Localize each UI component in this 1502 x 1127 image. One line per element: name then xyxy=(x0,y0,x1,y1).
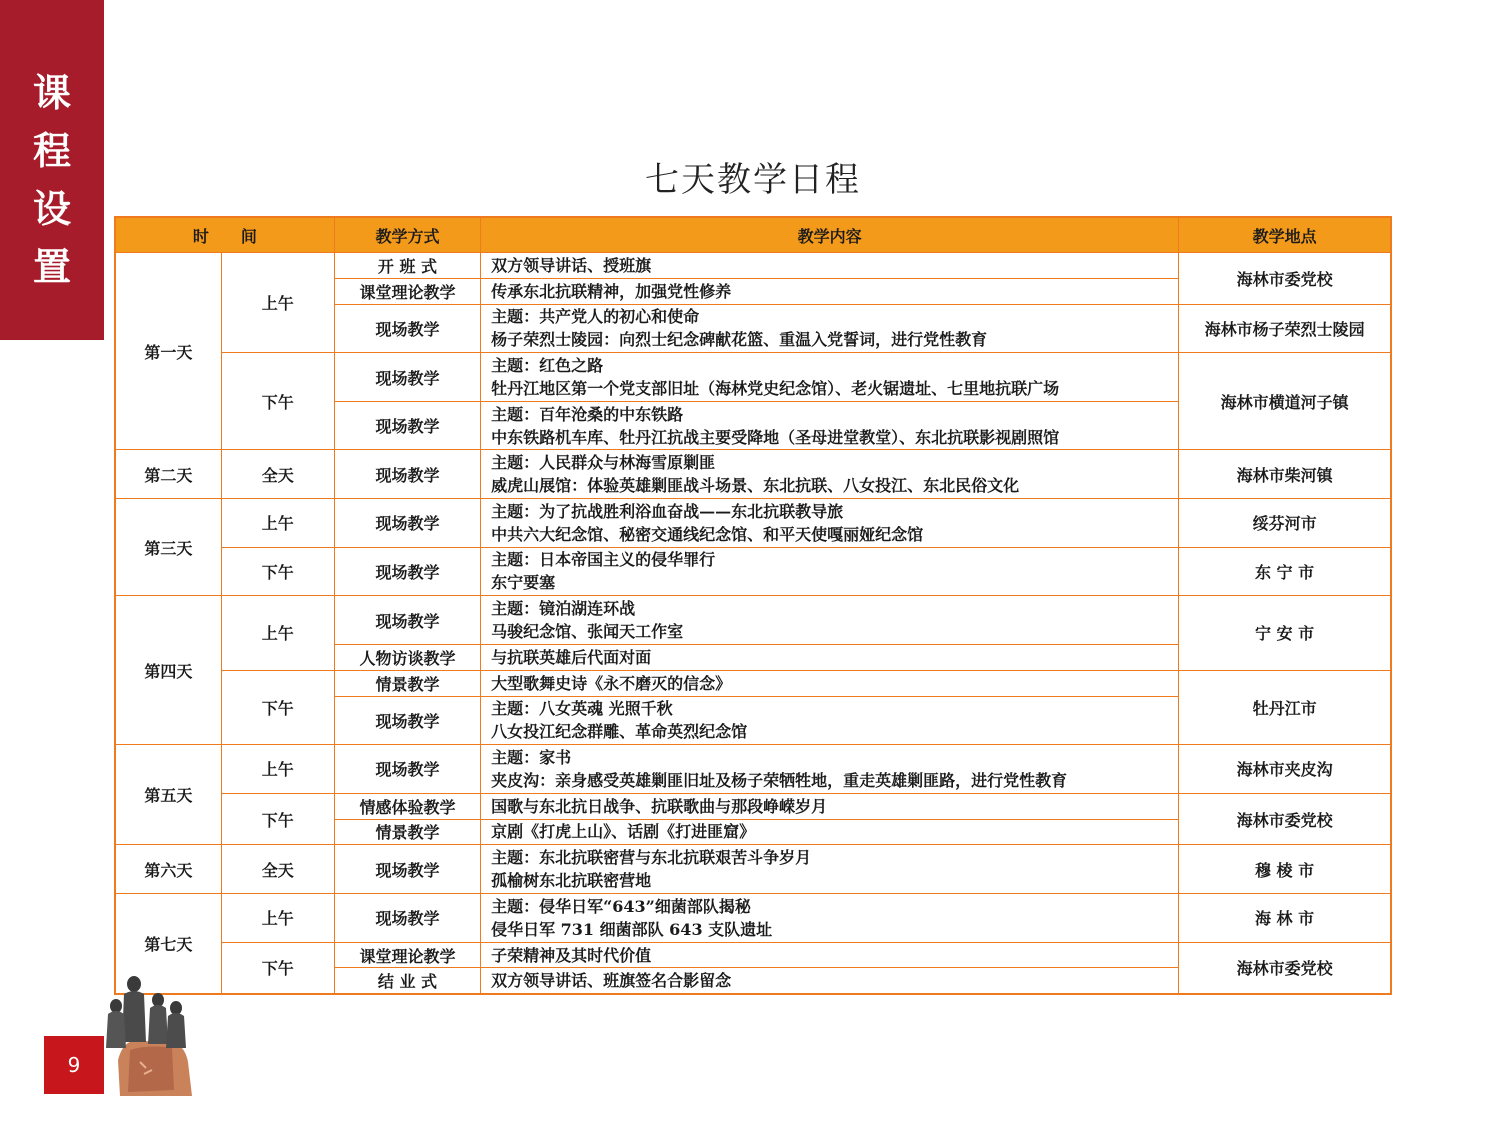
content-line: 中东铁路机车库、牡丹江抗战主要受降地（圣母进堂教堂）、东北抗联影视剧照馆 xyxy=(491,427,1060,447)
content-cell xyxy=(481,845,1179,894)
content-line: 子荣精神及其时代价值 xyxy=(491,945,652,965)
day-cell: 第三天 xyxy=(115,499,221,596)
method-cell: 现场教学 xyxy=(334,696,480,745)
method-cell: 现场教学 xyxy=(334,401,480,450)
content-cell xyxy=(481,401,1179,450)
content-cell xyxy=(481,745,1179,794)
banner-char-4: 置 xyxy=(32,245,71,289)
content-line: 主题：镜泊湖连环战 xyxy=(491,599,636,619)
header-location: 教学地点 xyxy=(1179,217,1391,253)
method-cell: 情景教学 xyxy=(334,670,480,696)
content-cell xyxy=(481,894,1179,943)
content-line: 中共六大纪念馆、秘密交通线纪念馆、和平天使嘎丽娅纪念馆 xyxy=(491,524,924,544)
page-number-badge: 9 xyxy=(44,1036,104,1094)
location-cell: 海林市委党校 xyxy=(1179,793,1391,845)
content-line: 国歌与东北抗日战争、抗联歌曲与那段峥嵘岁月 xyxy=(491,796,828,816)
method-cell: 课堂理论教学 xyxy=(334,942,480,968)
table-row xyxy=(115,596,1391,645)
content-line: 主题：为了抗战胜利浴血奋战——东北抗联教导旅 xyxy=(491,501,844,521)
day-cell: 第六天 xyxy=(115,845,221,894)
monument-statue-image xyxy=(100,950,200,1096)
location-cell: 海林市夹皮沟 xyxy=(1179,745,1391,794)
period-cell: 下午 xyxy=(221,793,334,845)
content-cell xyxy=(481,819,1179,845)
content-line: 双方领导讲话、班旗签名合影留念 xyxy=(491,971,732,991)
period-cell: 上午 xyxy=(221,894,334,943)
period-cell: 上午 xyxy=(221,745,334,794)
content-line: 大型歌舞史诗《永不磨灭的信念》 xyxy=(491,673,732,693)
banner-char-1: 课 xyxy=(32,71,71,115)
location-cell: 绥芬河市 xyxy=(1179,499,1391,548)
location-cell: 海林市委党校 xyxy=(1179,942,1391,994)
banner-char-2: 程 xyxy=(32,129,71,173)
method-cell: 现场教学 xyxy=(334,353,480,402)
content-line: 双方领导讲话、授班旗 xyxy=(491,255,652,275)
content-line: 夹皮沟：亲身感受英雄剿匪旧址及杨子荣牺牲地，重走英雄剿匪路，进行党性教育 xyxy=(491,770,1068,790)
table-row xyxy=(115,450,1391,499)
content-line: 马骏纪念馆、张闻天工作室 xyxy=(491,622,684,642)
content-line: 八女投江纪念群雕、革命英烈纪念馆 xyxy=(491,722,748,742)
table-row xyxy=(115,793,1391,819)
content-cell xyxy=(481,670,1179,696)
header-time: 时 间 xyxy=(115,217,334,253)
header-method: 教学方式 xyxy=(334,217,480,253)
period-cell: 下午 xyxy=(221,942,334,994)
method-cell: 课堂理论教学 xyxy=(334,278,480,304)
day-cell: 第二天 xyxy=(115,450,221,499)
method-cell: 现场教学 xyxy=(334,304,480,353)
location-cell: 穆 棱 市 xyxy=(1179,845,1391,894)
period-cell: 全天 xyxy=(221,845,334,894)
content-line: 主题：侵华日军“643”细菌部队揭秘 xyxy=(491,896,751,916)
content-line: 东宁要塞 xyxy=(491,573,556,593)
location-cell: 海林市横道河子镇 xyxy=(1179,353,1391,450)
table-row xyxy=(115,745,1391,794)
location-cell: 牡丹江市 xyxy=(1179,670,1391,744)
content-line: 传承东北抗联精神，加强党性修养 xyxy=(491,281,732,301)
method-cell: 现场教学 xyxy=(334,894,480,943)
method-cell: 人物访谈教学 xyxy=(334,644,480,670)
method-cell: 现场教学 xyxy=(334,547,480,596)
header-content: 教学内容 xyxy=(481,217,1179,253)
content-line: 主题：百年沧桑的中东铁路 xyxy=(491,404,684,424)
table-row xyxy=(115,499,1391,548)
content-line: 京剧《打虎上山》、话剧《打进匪窟》 xyxy=(491,822,756,842)
method-cell: 情感体验教学 xyxy=(334,793,480,819)
content-line: 牡丹江地区第一个党支部旧址（海林党史纪念馆）、老火锯遗址、七里地抗联广场 xyxy=(491,379,1060,399)
table-row xyxy=(115,670,1391,696)
content-line: 威虎山展馆：体验英雄剿匪战斗场景、东北抗联、八女投江、东北民俗文化 xyxy=(491,476,1020,496)
table-row xyxy=(115,942,1391,968)
location-cell: 海林市柴河镇 xyxy=(1179,450,1391,499)
content-line: 与抗联英雄后代面对面 xyxy=(491,647,652,667)
location-cell: 东 宁 市 xyxy=(1179,547,1391,596)
content-line: 主题：八女英魂 光照千秋 xyxy=(491,699,673,719)
content-cell xyxy=(481,450,1179,499)
content-cell xyxy=(481,942,1179,968)
location-cell: 宁 安 市 xyxy=(1179,596,1391,670)
content-cell xyxy=(481,499,1179,548)
day-cell: 第七天 xyxy=(115,894,221,995)
content-cell xyxy=(481,278,1179,304)
location-cell: 海林市杨子荣烈士陵园 xyxy=(1179,304,1391,353)
table-row xyxy=(115,353,1391,402)
period-cell: 上午 xyxy=(221,596,334,670)
content-line: 主题：家书 xyxy=(491,747,572,767)
method-cell: 开 班 式 xyxy=(334,253,480,279)
table-row xyxy=(115,547,1391,596)
content-line: 主题：红色之路 xyxy=(491,356,604,376)
content-cell xyxy=(481,353,1179,402)
table-row xyxy=(115,253,1391,279)
page-title: 七天教学日程 xyxy=(645,160,861,200)
content-line: 侵华日军 731 细菌部队 643 支队遗址 xyxy=(491,919,773,939)
content-cell xyxy=(481,253,1179,279)
schedule-table xyxy=(114,216,1392,995)
content-line: 主题：共产党人的初心和使命 xyxy=(491,307,700,327)
content-line: 主题：人民群众与林海雪原剿匪 xyxy=(491,453,716,473)
content-cell xyxy=(481,304,1179,353)
table-row xyxy=(115,845,1391,894)
method-cell: 现场教学 xyxy=(334,596,480,645)
period-cell: 下午 xyxy=(221,547,334,596)
period-cell: 全天 xyxy=(221,450,334,499)
method-cell: 现场教学 xyxy=(334,450,480,499)
banner-char-3: 设 xyxy=(32,187,71,231)
content-cell xyxy=(481,547,1179,596)
location-cell: 海 林 市 xyxy=(1179,894,1391,943)
period-cell: 上午 xyxy=(221,253,334,353)
content-cell xyxy=(481,968,1179,994)
content-cell xyxy=(481,644,1179,670)
content-cell xyxy=(481,596,1179,645)
method-cell: 现场教学 xyxy=(334,845,480,894)
method-cell: 现场教学 xyxy=(334,499,480,548)
section-banner xyxy=(0,0,104,340)
day-cell: 第四天 xyxy=(115,596,221,745)
day-cell: 第一天 xyxy=(115,253,221,450)
content-line: 主题：东北抗联密营与东北抗联艰苦斗争岁月 xyxy=(491,848,812,868)
table-row xyxy=(115,894,1391,943)
method-cell: 情景教学 xyxy=(334,819,480,845)
location-cell: 海林市委党校 xyxy=(1179,253,1391,305)
content-line: 杨子荣烈士陵园：向烈士纪念碑献花篮、重温入党誓词，进行党性教育 xyxy=(491,330,988,350)
period-cell: 下午 xyxy=(221,353,334,450)
method-cell: 现场教学 xyxy=(334,745,480,794)
content-cell xyxy=(481,696,1179,745)
content-line: 主题：日本帝国主义的侵华罪行 xyxy=(491,550,716,570)
method-cell: 结 业 式 xyxy=(334,968,480,994)
content-line: 孤榆树东北抗联密营地 xyxy=(491,871,652,891)
table-header-row xyxy=(115,217,1391,253)
period-cell: 下午 xyxy=(221,670,334,744)
period-cell: 上午 xyxy=(221,499,334,548)
day-cell: 第五天 xyxy=(115,745,221,845)
content-cell xyxy=(481,793,1179,819)
